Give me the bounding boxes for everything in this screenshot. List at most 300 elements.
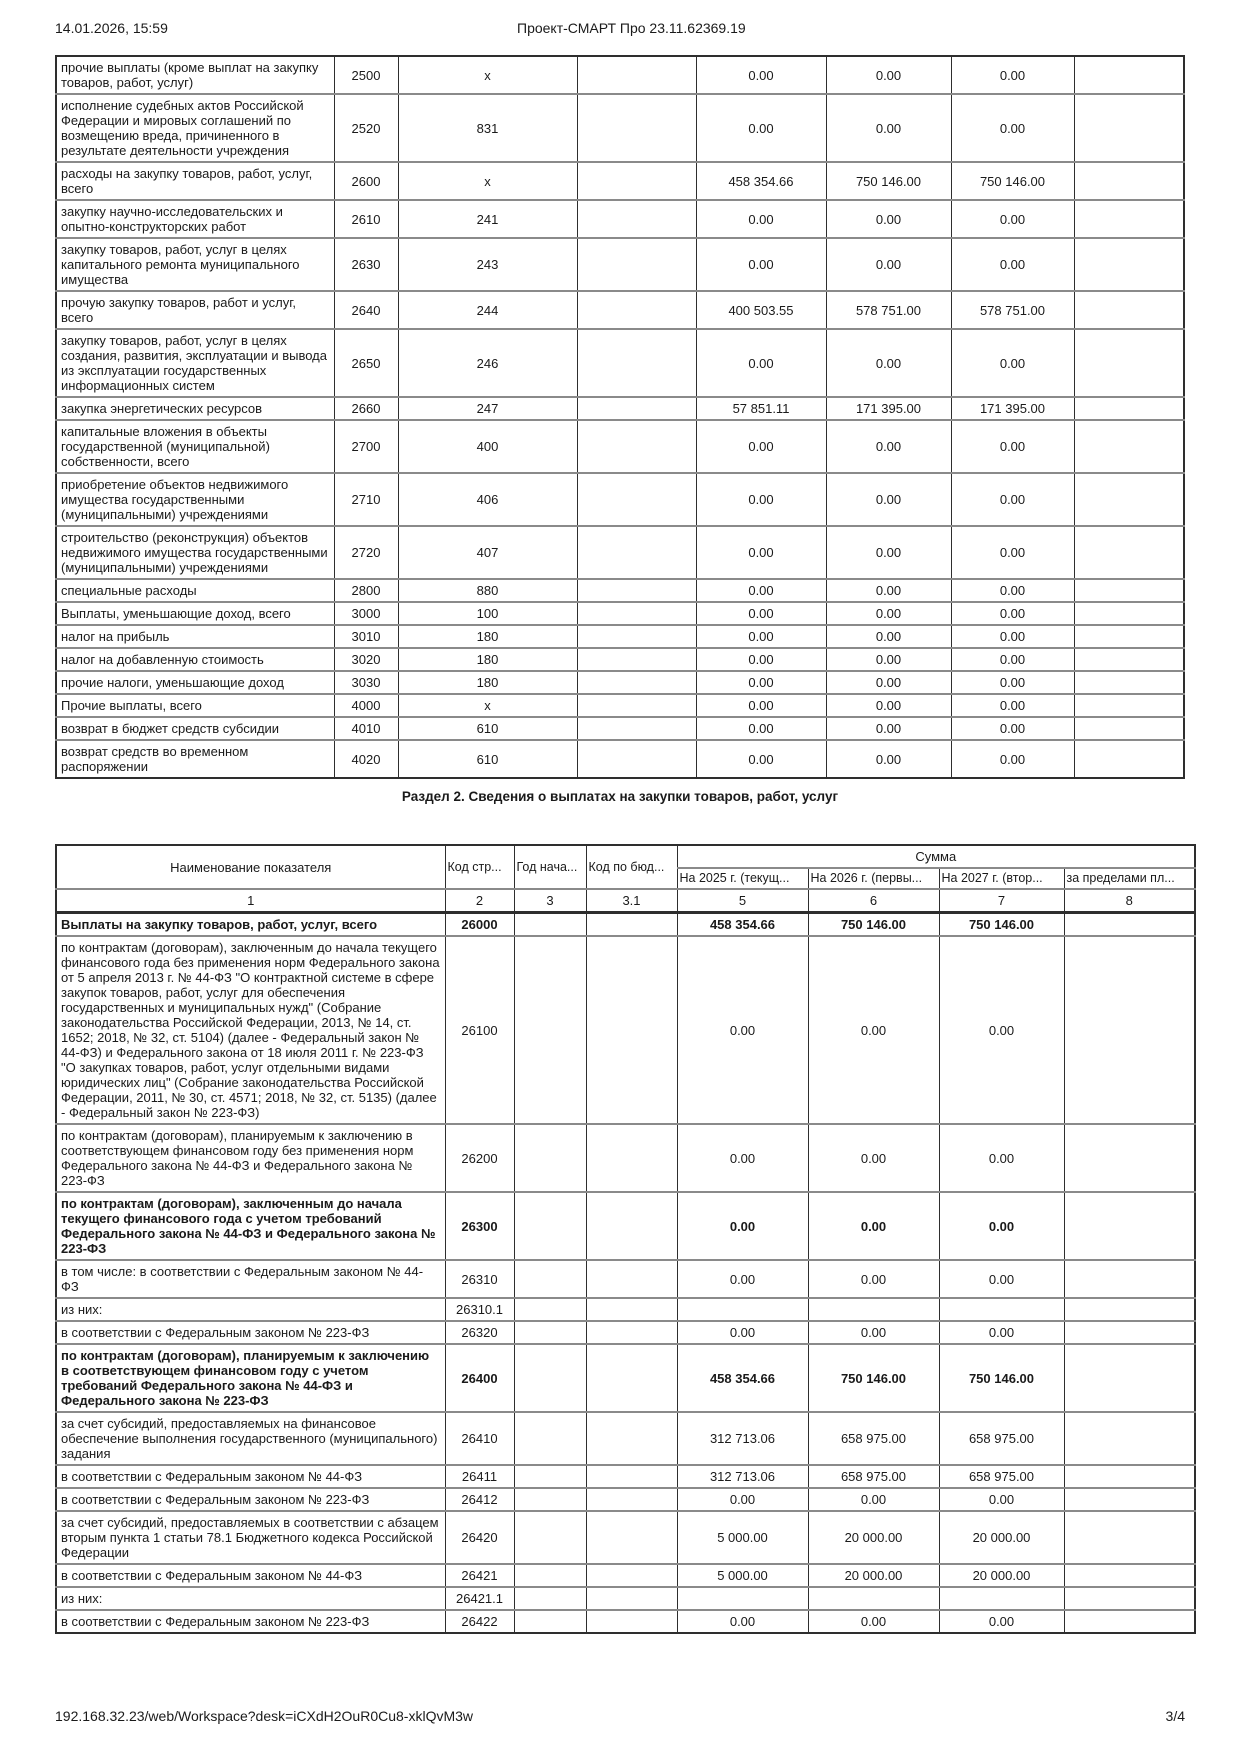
value-2025-cell: 0.00: [696, 717, 826, 740]
colnum-5: 5: [677, 889, 808, 913]
beyond-plan-cell: [1074, 579, 1184, 602]
print-footer: [0, 1708, 1240, 1728]
value-2027-cell: 20 000.00: [939, 1511, 1064, 1564]
indicator-name-cell: возврат в бюджет средств субсидии: [56, 717, 334, 740]
line-code-cell: 3010: [334, 625, 398, 648]
value-2025-cell: 5 000.00: [677, 1564, 808, 1587]
value-2026-cell: 578 751.00: [826, 291, 951, 329]
value-2026-cell: 0.00: [826, 648, 951, 671]
budget-code-cell: [586, 1260, 677, 1298]
column-numbers-row: [56, 889, 1195, 913]
value-2026-cell: 0.00: [808, 1488, 939, 1511]
value-2027-cell: 0.00: [951, 648, 1074, 671]
beyond-plan-cell: [1074, 526, 1184, 579]
value-2025-cell: [677, 1587, 808, 1610]
value-2027-cell: 0.00: [951, 694, 1074, 717]
budget-code-cell: [586, 1344, 677, 1412]
beyond-plan-cell: [1074, 648, 1184, 671]
table-row: [56, 1587, 1195, 1610]
empty-cell: [577, 397, 696, 420]
beyond-plan-cell: [1064, 1610, 1195, 1633]
indicator-name-cell: прочую закупку товаров, работ и услуг, всего: [56, 291, 334, 329]
indicator-name-cell: Прочие выплаты, всего: [56, 694, 334, 717]
line-code-cell: 26400: [445, 1344, 514, 1412]
value-2026-cell: 0.00: [826, 625, 951, 648]
value-2026-cell: [808, 1298, 939, 1321]
value-2027-cell: 658 975.00: [939, 1412, 1064, 1465]
value-2025-cell: 0.00: [696, 694, 826, 717]
indicator-name-cell: налог на прибыль: [56, 625, 334, 648]
value-2027-cell: 171 395.00: [951, 397, 1074, 420]
indicator-name-cell: закупку товаров, работ, услуг в целях создания, развития, эксплуатации и вывода из эксплуатации государственных информационных систем: [56, 329, 334, 397]
line-code-cell: 3020: [334, 648, 398, 671]
colnum-6: 6: [808, 889, 939, 913]
empty-cell: [577, 200, 696, 238]
empty-cell: [577, 740, 696, 778]
indicator-name-cell: в соответствии с Федеральным законом № 44-ФЗ: [56, 1465, 445, 1488]
indicator-name-cell: по контрактам (договорам), заключенным до начала текущего финансового года с учетом требований Федерального закона № 44-ФЗ и Федерального закона № 223-ФЗ: [56, 1192, 445, 1260]
table-row: [56, 1298, 1195, 1321]
table-row: [56, 1344, 1195, 1412]
value-2027-cell: 0.00: [939, 1124, 1064, 1192]
line-code-cell: 4000: [334, 694, 398, 717]
beyond-plan-cell: [1074, 200, 1184, 238]
value-2027-cell: 0.00: [951, 238, 1074, 291]
value-2027-cell: 750 146.00: [939, 913, 1064, 937]
table-row: [56, 936, 1195, 1124]
table-row: [56, 329, 1184, 397]
beyond-plan-cell: [1074, 420, 1184, 473]
line-code-cell: 4010: [334, 717, 398, 740]
line-code-cell: 26320: [445, 1321, 514, 1344]
value-2025-cell: 0.00: [677, 1610, 808, 1633]
value-2025-cell: 0.00: [696, 648, 826, 671]
value-2027-cell: 0.00: [939, 936, 1064, 1124]
budget-code-cell: х: [398, 56, 577, 94]
value-2027-cell: [939, 1298, 1064, 1321]
colnum-7: 7: [939, 889, 1064, 913]
value-2027-cell: 0.00: [951, 602, 1074, 625]
value-2025-cell: 5 000.00: [677, 1511, 808, 1564]
indicator-name-cell: в соответствии с Федеральным законом № 223-ФЗ: [56, 1488, 445, 1511]
budget-code-cell: [586, 1511, 677, 1564]
year-start-cell: [514, 1511, 586, 1564]
header-budget-code: Код по бюд...: [586, 845, 677, 889]
value-2027-cell: 0.00: [951, 579, 1074, 602]
section1-table-body: [56, 56, 1184, 778]
empty-cell: [577, 717, 696, 740]
table-row: [56, 694, 1184, 717]
budget-code-cell: [586, 1587, 677, 1610]
line-code-cell: 26421: [445, 1564, 514, 1587]
beyond-plan-cell: [1064, 1412, 1195, 1465]
indicator-name-cell: прочие выплаты (кроме выплат на закупку товаров, работ, услуг): [56, 56, 334, 94]
value-2027-cell: 0.00: [939, 1192, 1064, 1260]
value-2025-cell: 0.00: [696, 625, 826, 648]
value-2027-cell: 0.00: [951, 200, 1074, 238]
budget-code-cell: [586, 936, 677, 1124]
indicator-name-cell: исполнение судебных актов Российской Федерации и мировых соглашений по возмещению вреда, причиненного в результате деятельности учреждения: [56, 94, 334, 162]
empty-cell: [577, 526, 696, 579]
beyond-plan-cell: [1064, 1321, 1195, 1344]
indicator-name-cell: закупка энергетических ресурсов: [56, 397, 334, 420]
value-2026-cell: 0.00: [808, 1192, 939, 1260]
budget-code-cell: [586, 1321, 677, 1344]
budget-code-cell: 406: [398, 473, 577, 526]
value-2026-cell: 0.00: [808, 1321, 939, 1344]
table-row: [56, 291, 1184, 329]
value-2026-cell: 0.00: [808, 1260, 939, 1298]
value-2025-cell: 458 354.66: [696, 162, 826, 200]
year-start-cell: [514, 1260, 586, 1298]
value-2027-cell: 0.00: [951, 625, 1074, 648]
table-row: [56, 1260, 1195, 1298]
section1-payments-table: [55, 55, 1185, 779]
table-row: [56, 1192, 1195, 1260]
budget-code-cell: 241: [398, 200, 577, 238]
beyond-plan-cell: [1074, 602, 1184, 625]
year-start-cell: [514, 1298, 586, 1321]
table-row: [56, 1465, 1195, 1488]
value-2027-cell: 0.00: [951, 740, 1074, 778]
indicator-name-cell: специальные расходы: [56, 579, 334, 602]
table-row: [56, 94, 1184, 162]
budget-code-cell: [586, 913, 677, 937]
empty-cell: [577, 94, 696, 162]
value-2026-cell: 0.00: [826, 238, 951, 291]
line-code-cell: 2500: [334, 56, 398, 94]
value-2026-cell: 0.00: [826, 694, 951, 717]
value-2027-cell: 0.00: [951, 329, 1074, 397]
beyond-plan-cell: [1074, 94, 1184, 162]
report-content: [55, 55, 1195, 1634]
value-2025-cell: 0.00: [696, 526, 826, 579]
budget-code-cell: 247: [398, 397, 577, 420]
footer-page-number: 3/4: [1165, 1708, 1185, 1724]
indicator-name-cell: прочие налоги, уменьшающие доход: [56, 671, 334, 694]
value-2026-cell: 0.00: [826, 526, 951, 579]
year-start-cell: [514, 913, 586, 937]
line-code-cell: 26421.1: [445, 1587, 514, 1610]
value-2025-cell: 0.00: [677, 1260, 808, 1298]
table-row: [56, 420, 1184, 473]
value-2027-cell: 750 146.00: [939, 1344, 1064, 1412]
value-2025-cell: 0.00: [696, 238, 826, 291]
line-code-cell: 3030: [334, 671, 398, 694]
value-2026-cell: 20 000.00: [808, 1564, 939, 1587]
value-2027-cell: 0.00: [951, 420, 1074, 473]
section2-table-body: [56, 913, 1195, 1634]
indicator-name-cell: в том числе: в соответствии с Федеральным законом № 44-ФЗ: [56, 1260, 445, 1298]
indicator-name-cell: закупку товаров, работ, услуг в целях капитального ремонта муниципального имущества: [56, 238, 334, 291]
beyond-plan-cell: [1064, 1192, 1195, 1260]
value-2026-cell: 20 000.00: [808, 1511, 939, 1564]
indicator-name-cell: за счет субсидий, предоставляемых в соответствии с абзацем вторым пункта 1 статьи 78.1 Бюджетного кодекса Российской Федерации: [56, 1511, 445, 1564]
budget-code-cell: х: [398, 162, 577, 200]
colnum-3: 3: [514, 889, 586, 913]
table-row: [56, 1124, 1195, 1192]
indicator-name-cell: закупку научно-исследовательских и опытно-конструкторских работ: [56, 200, 334, 238]
budget-code-cell: 180: [398, 625, 577, 648]
beyond-plan-cell: [1064, 1465, 1195, 1488]
table-row: [56, 1488, 1195, 1511]
value-2027-cell: 578 751.00: [951, 291, 1074, 329]
budget-code-cell: [586, 1610, 677, 1633]
value-2026-cell: 0.00: [826, 329, 951, 397]
value-2027-cell: 0.00: [951, 94, 1074, 162]
value-2026-cell: 750 146.00: [808, 1344, 939, 1412]
table-row: [56, 1610, 1195, 1633]
beyond-plan-cell: [1074, 397, 1184, 420]
budget-code-cell: 610: [398, 740, 577, 778]
table-row: [56, 579, 1184, 602]
header-indicator-name: Наименование показателя: [56, 845, 445, 889]
indicator-name-cell: строительство (реконструкция) объектов недвижимого имущества государственными (муниципальными) учреждениями: [56, 526, 334, 579]
beyond-plan-cell: [1064, 1344, 1195, 1412]
budget-code-cell: 246: [398, 329, 577, 397]
value-2025-cell: 0.00: [696, 200, 826, 238]
value-2025-cell: 0.00: [677, 1192, 808, 1260]
table-row: [56, 625, 1184, 648]
table-row: [56, 913, 1195, 937]
colnum-3-1: 3.1: [586, 889, 677, 913]
indicator-name-cell: капитальные вложения в объекты государственной (муниципальной) собственности, всего: [56, 420, 334, 473]
indicator-name-cell: в соответствии с Федеральным законом № 223-ФЗ: [56, 1321, 445, 1344]
beyond-plan-cell: [1074, 717, 1184, 740]
value-2027-cell: 0.00: [939, 1260, 1064, 1298]
value-2027-cell: 0.00: [951, 717, 1074, 740]
budget-code-cell: 610: [398, 717, 577, 740]
table-row: [56, 671, 1184, 694]
indicator-name-cell: Выплаты, уменьшающие доход, всего: [56, 602, 334, 625]
beyond-plan-cell: [1074, 162, 1184, 200]
value-2026-cell: 0.00: [826, 740, 951, 778]
line-code-cell: 26310: [445, 1260, 514, 1298]
beyond-plan-cell: [1074, 329, 1184, 397]
value-2026-cell: 0.00: [826, 56, 951, 94]
budget-code-cell: 831: [398, 94, 577, 162]
line-code-cell: 2720: [334, 526, 398, 579]
beyond-plan-cell: [1064, 913, 1195, 937]
value-2025-cell: 0.00: [696, 56, 826, 94]
empty-cell: [577, 602, 696, 625]
beyond-plan-cell: [1074, 238, 1184, 291]
value-2025-cell: [677, 1298, 808, 1321]
line-code-cell: 3000: [334, 602, 398, 625]
indicator-name-cell: приобретение объектов недвижимого имущества государственными (муниципальными) учреждениями: [56, 473, 334, 526]
budget-code-cell: 244: [398, 291, 577, 329]
line-code-cell: 2700: [334, 420, 398, 473]
table-row: [56, 200, 1184, 238]
beyond-plan-cell: [1064, 1488, 1195, 1511]
budget-code-cell: 180: [398, 671, 577, 694]
colnum-1: 1: [56, 889, 445, 913]
budget-code-cell: 407: [398, 526, 577, 579]
empty-cell: [577, 579, 696, 602]
empty-cell: [577, 473, 696, 526]
budget-code-cell: [586, 1124, 677, 1192]
value-2027-cell: 0.00: [939, 1321, 1064, 1344]
beyond-plan-cell: [1074, 740, 1184, 778]
table-row: [56, 1564, 1195, 1587]
value-2025-cell: 400 503.55: [696, 291, 826, 329]
budget-code-cell: 243: [398, 238, 577, 291]
line-code-cell: 26410: [445, 1412, 514, 1465]
value-2027-cell: 0.00: [951, 473, 1074, 526]
indicator-name-cell: по контрактам (договорам), заключенным до начала текущего финансового года без применения норм Федерального закона от 5 апреля 2013 г. № 44-ФЗ "О контрактной системе в сфере закупок товаров, работ, услуг для обеспечения государственных и муниципальных нужд" (Собрание законодательства Российской Федерации, 2013, № 14, ст. 1652; 2018, № 32, ст. 5104) (далее - Федеральный закон № 44-ФЗ) и Федерального закона от 18 июля 2011 г. № 223-ФЗ "О закупках товаров, работ, услуг отдельными видами юридических лиц" (Собрание законодательства Российской Федерации, 2011, № 30, ст. 4571; 2018, № 32, ст. 5135) (далее - Федеральный закон № 223-ФЗ): [56, 936, 445, 1124]
value-2025-cell: 0.00: [696, 94, 826, 162]
budget-code-cell: 100: [398, 602, 577, 625]
section2-title: Раздел 2. Сведения о выплатах на закупки товаров, работ, услуг: [401, 789, 839, 804]
value-2026-cell: 0.00: [826, 94, 951, 162]
line-code-cell: 26411: [445, 1465, 514, 1488]
value-2025-cell: 312 713.06: [677, 1412, 808, 1465]
budget-code-cell: х: [398, 694, 577, 717]
print-datetime: 14.01.2026, 15:59: [55, 20, 168, 36]
budget-code-cell: 180: [398, 648, 577, 671]
value-2026-cell: 0.00: [826, 420, 951, 473]
value-2026-cell: 171 395.00: [826, 397, 951, 420]
indicator-name-cell: в соответствии с Федеральным законом № 223-ФЗ: [56, 1610, 445, 1633]
beyond-plan-cell: [1064, 1564, 1195, 1587]
value-2025-cell: 458 354.66: [677, 913, 808, 937]
value-2025-cell: 0.00: [677, 936, 808, 1124]
value-2025-cell: 0.00: [677, 1124, 808, 1192]
colnum-8: 8: [1064, 889, 1195, 913]
year-start-cell: [514, 1412, 586, 1465]
value-2026-cell: 0.00: [808, 936, 939, 1124]
beyond-plan-cell: [1064, 1511, 1195, 1564]
empty-cell: [577, 625, 696, 648]
value-2025-cell: 0.00: [677, 1321, 808, 1344]
header-year-2026: На 2026 г. (первы...: [808, 868, 939, 889]
value-2025-cell: 458 354.66: [677, 1344, 808, 1412]
line-code-cell: 26420: [445, 1511, 514, 1564]
value-2027-cell: 0.00: [951, 56, 1074, 94]
line-code-cell: 26200: [445, 1124, 514, 1192]
app-title: Проект-СМАРТ Про 23.11.62369.19: [517, 20, 746, 36]
indicator-name-cell: по контрактам (договорам), планируемым к заключению в соответствующем финансовом году с учетом требований Федерального закона № 44-ФЗ и Федерального закона № 223-ФЗ: [56, 1344, 445, 1412]
line-code-cell: 26310.1: [445, 1298, 514, 1321]
header-year-2025: На 2025 г. (текущ...: [677, 868, 808, 889]
section2-purchases-table: [55, 844, 1196, 1634]
header-sum: Сумма: [677, 845, 1195, 868]
indicator-name-cell: расходы на закупку товаров, работ, услуг, всего: [56, 162, 334, 200]
indicator-name-cell: из них:: [56, 1587, 445, 1610]
empty-cell: [577, 162, 696, 200]
beyond-plan-cell: [1064, 1124, 1195, 1192]
year-start-cell: [514, 936, 586, 1124]
value-2026-cell: 0.00: [826, 602, 951, 625]
table-row: [56, 1321, 1195, 1344]
value-2026-cell: 0.00: [808, 1610, 939, 1633]
budget-code-cell: [586, 1465, 677, 1488]
header-year-start: Год нача...: [514, 845, 586, 889]
year-start-cell: [514, 1124, 586, 1192]
value-2026-cell: 0.00: [826, 671, 951, 694]
budget-code-cell: 400: [398, 420, 577, 473]
empty-cell: [577, 648, 696, 671]
value-2025-cell: 0.00: [696, 671, 826, 694]
value-2025-cell: 0.00: [677, 1488, 808, 1511]
header-line-code: Код стр...: [445, 845, 514, 889]
value-2027-cell: 20 000.00: [939, 1564, 1064, 1587]
section2-table-head: [56, 845, 1195, 913]
line-code-cell: 2650: [334, 329, 398, 397]
line-code-cell: 2520: [334, 94, 398, 162]
line-code-cell: 2600: [334, 162, 398, 200]
table-row: [56, 56, 1184, 94]
line-code-cell: 2660: [334, 397, 398, 420]
empty-cell: [577, 56, 696, 94]
empty-cell: [577, 238, 696, 291]
header-year-2027: На 2027 г. (втор...: [939, 868, 1064, 889]
year-start-cell: [514, 1321, 586, 1344]
value-2026-cell: 750 146.00: [826, 162, 951, 200]
indicator-name-cell: за счет субсидий, предоставляемых на финансовое обеспечение выполнения государственного (муниципального) задания: [56, 1412, 445, 1465]
beyond-plan-cell: [1064, 936, 1195, 1124]
indicator-name-cell: из них:: [56, 1298, 445, 1321]
year-start-cell: [514, 1344, 586, 1412]
beyond-plan-cell: [1074, 56, 1184, 94]
line-code-cell: 26000: [445, 913, 514, 937]
indicator-name-cell: Выплаты на закупку товаров, работ, услуг, всего: [56, 913, 445, 937]
year-start-cell: [514, 1192, 586, 1260]
indicator-name-cell: по контрактам (договорам), планируемым к заключению в соответствующем финансовом году без применения норм Федерального закона № 44-ФЗ и Федерального закона № 223-ФЗ: [56, 1124, 445, 1192]
indicator-name-cell: налог на добавленную стоимость: [56, 648, 334, 671]
value-2027-cell: 658 975.00: [939, 1465, 1064, 1488]
indicator-name-cell: в соответствии с Федеральным законом № 44-ФЗ: [56, 1564, 445, 1587]
value-2027-cell: 0.00: [951, 671, 1074, 694]
line-code-cell: 26422: [445, 1610, 514, 1633]
value-2025-cell: 0.00: [696, 740, 826, 778]
table-row: [56, 602, 1184, 625]
line-code-cell: 26300: [445, 1192, 514, 1260]
line-code-cell: 4020: [334, 740, 398, 778]
empty-cell: [577, 671, 696, 694]
year-start-cell: [514, 1465, 586, 1488]
table-row: [56, 740, 1184, 778]
budget-code-cell: [586, 1488, 677, 1511]
line-code-cell: 2800: [334, 579, 398, 602]
table-row: [56, 238, 1184, 291]
value-2027-cell: [939, 1587, 1064, 1610]
beyond-plan-cell: [1064, 1260, 1195, 1298]
year-start-cell: [514, 1610, 586, 1633]
value-2026-cell: 0.00: [826, 473, 951, 526]
year-start-cell: [514, 1488, 586, 1511]
beyond-plan-cell: [1064, 1298, 1195, 1321]
value-2027-cell: 0.00: [939, 1488, 1064, 1511]
budget-code-cell: [586, 1412, 677, 1465]
value-2025-cell: 312 713.06: [677, 1465, 808, 1488]
table-row: [56, 473, 1184, 526]
value-2027-cell: 750 146.00: [951, 162, 1074, 200]
table-row: [56, 648, 1184, 671]
line-code-cell: 26100: [445, 936, 514, 1124]
footer-url: 192.168.32.23/web/Workspace?desk=iCXdH2OuR0Cu8-xklQvM3w: [55, 1708, 474, 1724]
print-header: [0, 20, 1240, 42]
budget-code-cell: [586, 1192, 677, 1260]
budget-code-cell: [586, 1564, 677, 1587]
header-beyond-plan: за пределами пл...: [1064, 868, 1195, 889]
beyond-plan-cell: [1074, 694, 1184, 717]
beyond-plan-cell: [1074, 473, 1184, 526]
line-code-cell: 2710: [334, 473, 398, 526]
empty-cell: [577, 420, 696, 473]
value-2026-cell: 750 146.00: [808, 913, 939, 937]
colnum-2: 2: [445, 889, 514, 913]
